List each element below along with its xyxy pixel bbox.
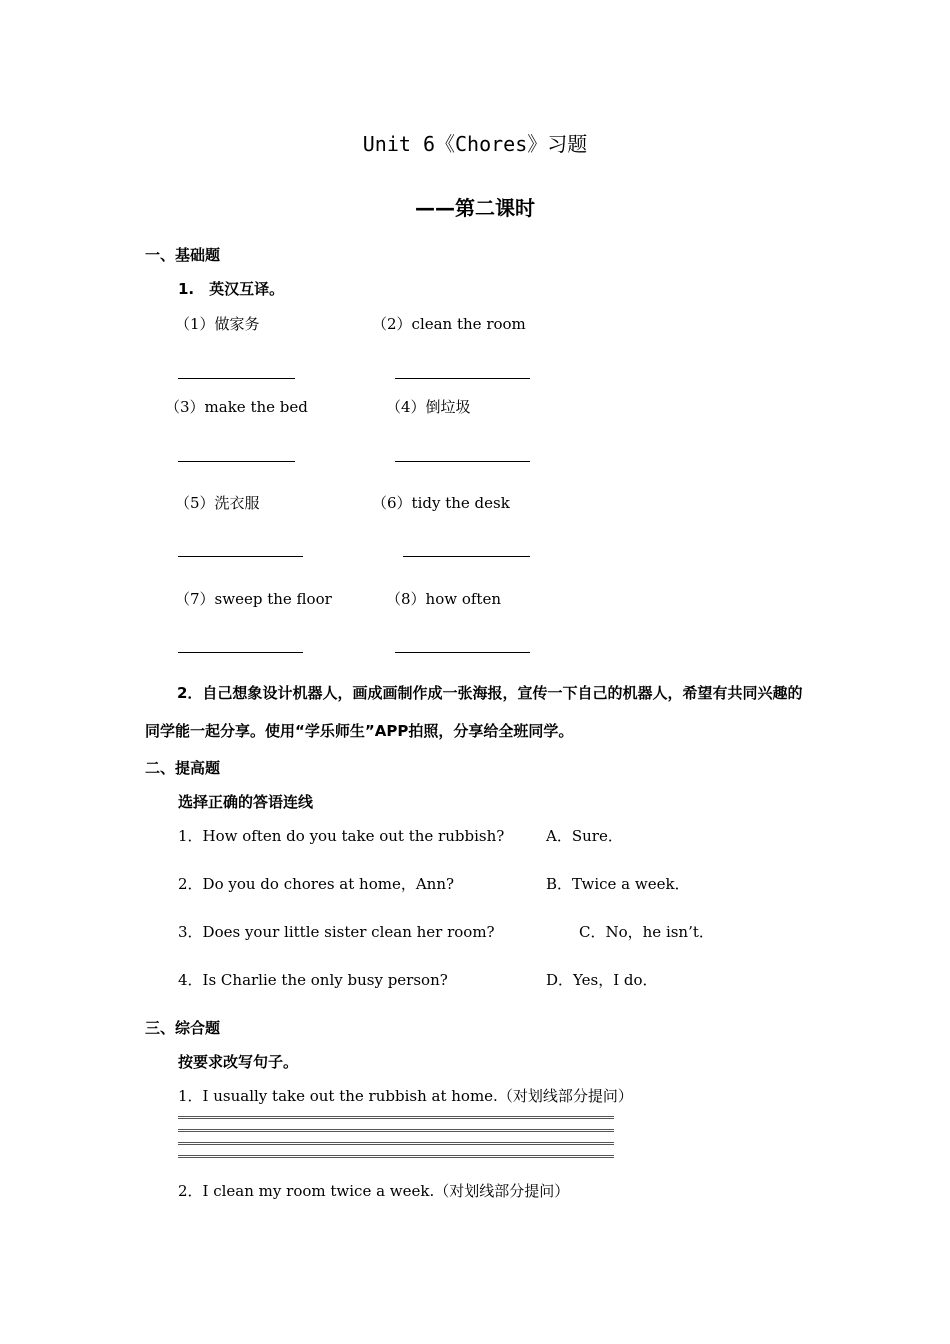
match-instruction: 选择正确的答语连线 bbox=[178, 793, 314, 811]
answer-blank[interactable] bbox=[403, 556, 530, 557]
match-answer-d[interactable]: D．Yes，I do． bbox=[546, 971, 658, 989]
answer-line[interactable] bbox=[178, 1142, 614, 1145]
page-title: Unit 6《Chores》习题 bbox=[362, 132, 588, 156]
q1-item-4: （4）倒垃圾 bbox=[386, 398, 471, 416]
rewrite-item-2: 2．I clean my room twice a week.（对划线部分提问） bbox=[178, 1182, 570, 1200]
answer-blank[interactable] bbox=[178, 461, 295, 462]
answer-line[interactable] bbox=[178, 1129, 614, 1132]
match-question-2[interactable]: 2．Do you do chores at home，Ann? bbox=[178, 875, 455, 893]
q1-item-2: （2）clean the room bbox=[372, 315, 526, 333]
q1-item-3: （3）make the bed bbox=[165, 398, 308, 416]
answer-line[interactable] bbox=[178, 1116, 614, 1119]
q1-item-8: （8）how often bbox=[386, 590, 501, 608]
q2-text: 2．自己想象设计机器人，画成画制作成一张海报，宣传一下自己的机器人，希望有共同兴趣的同学能一起分享。使用“学乐师生”APP拍照，分享给全班同学。 bbox=[145, 684, 803, 740]
answer-blank[interactable] bbox=[395, 378, 530, 379]
rewrite-instruction: 按要求改写句子。 bbox=[178, 1053, 299, 1071]
section-basic: 一、基础题 bbox=[145, 246, 221, 264]
q1-item-5: （5）洗衣服 bbox=[175, 494, 260, 512]
q1-item-1: （1）做家务 bbox=[175, 315, 260, 333]
q1-item-7: （7）sweep the floor bbox=[175, 590, 332, 608]
section-improve: 二、提高题 bbox=[145, 759, 221, 777]
q1-item-6: （6）tidy the desk bbox=[372, 494, 510, 512]
q1-heading: 1. 英汉互译。 bbox=[178, 280, 285, 298]
rewrite-item-1: 1．I usually take out the rubbish at home.（对划线部分提问） bbox=[178, 1087, 633, 1105]
answer-blank[interactable] bbox=[395, 652, 530, 653]
match-question-1[interactable]: 1．How often do you take out the rubbish? bbox=[178, 827, 505, 845]
answer-blank[interactable] bbox=[178, 378, 295, 379]
match-answer-b[interactable]: B．Twice a week． bbox=[546, 875, 690, 893]
answer-blank[interactable] bbox=[395, 461, 530, 462]
match-question-3[interactable]: 3．Does your little sister clean her room? bbox=[178, 923, 495, 941]
answer-blank[interactable] bbox=[178, 556, 303, 557]
match-answer-a[interactable]: A．Sure． bbox=[546, 827, 623, 845]
answer-blank[interactable] bbox=[178, 652, 303, 653]
answer-line[interactable] bbox=[178, 1155, 614, 1158]
section-comprehensive: 三、综合题 bbox=[145, 1019, 221, 1037]
match-question-4[interactable]: 4．Is Charlie the only busy person? bbox=[178, 971, 448, 989]
page-subtitle: ——第二课时 bbox=[415, 196, 535, 220]
match-answer-c[interactable]: C．No，he isn’t． bbox=[579, 923, 714, 941]
